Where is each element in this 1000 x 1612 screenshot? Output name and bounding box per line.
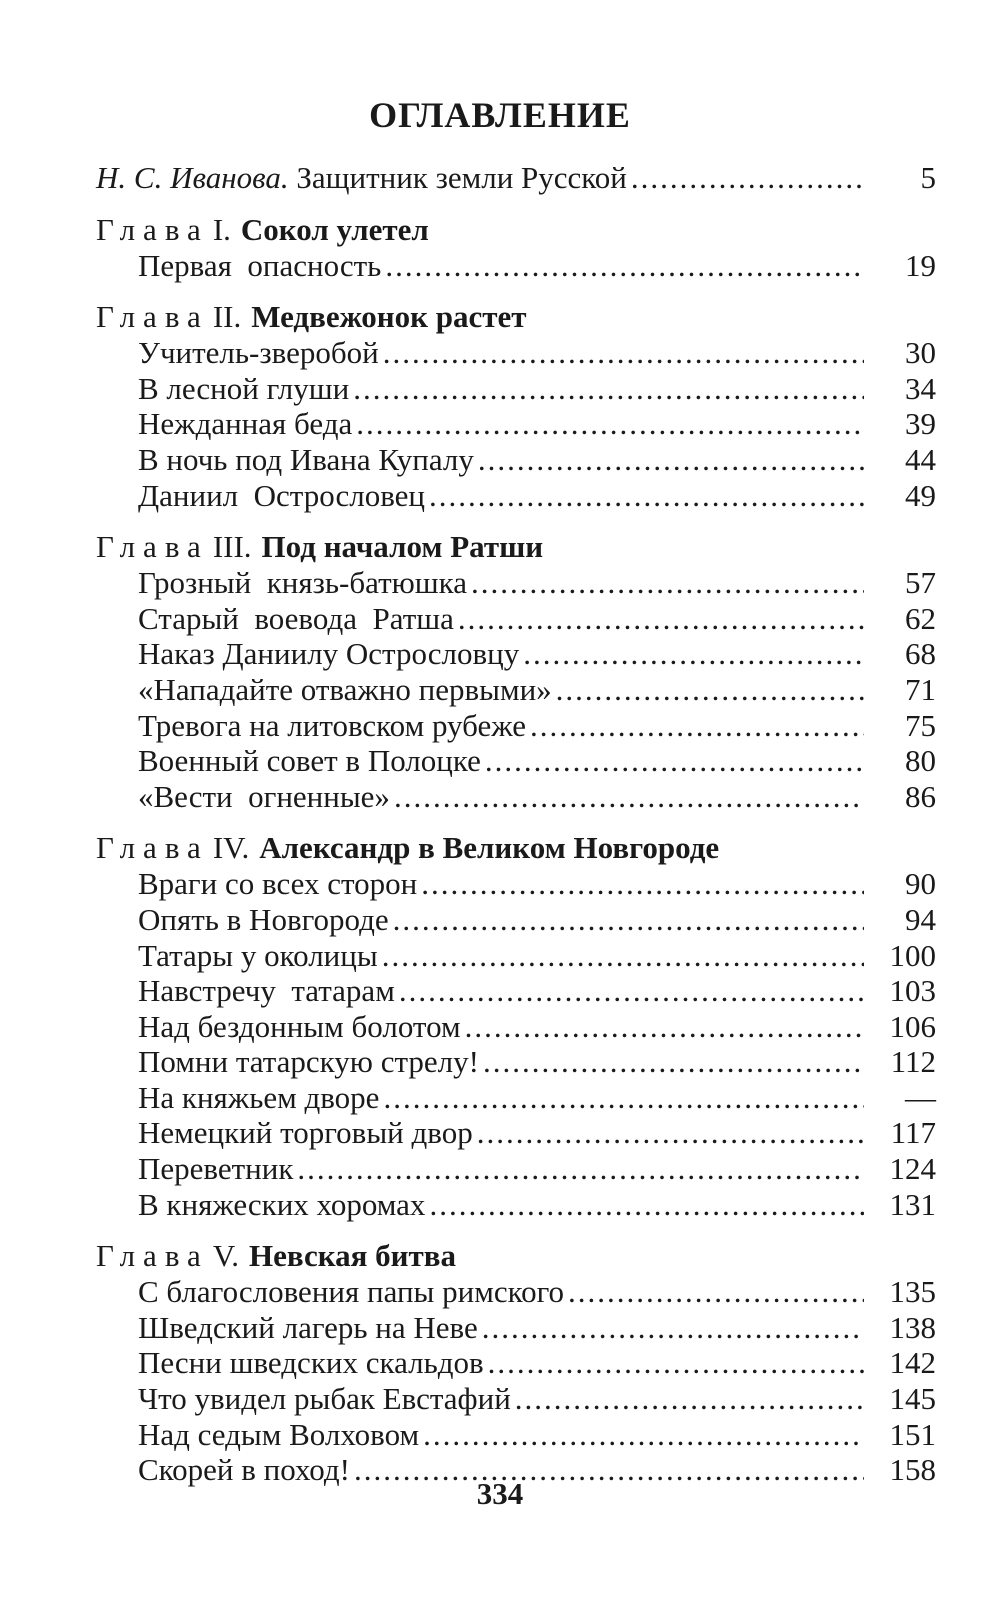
dot-leader [477,1115,864,1151]
toc-entry-title: В лесной глуши [138,370,350,406]
chapter-name: Сокол улетел [240,211,429,247]
table-of-contents [96,160,936,1488]
toc-entry [96,335,936,371]
toc-entry-title: Песни шведских скальдов [138,1345,484,1381]
toc-entry [96,601,936,637]
toc-entry-page: 117 [890,1115,936,1151]
toc-entry-title: Что увидел рыбак Евстафий [138,1381,511,1417]
toc-entry-title: Над бездонным болотом [138,1008,461,1044]
toc-entry-page: 68 [905,636,936,672]
chapter-name: Александр в Великом Новгороде [259,830,720,866]
toc-entry-page: 71 [905,671,936,707]
dot-leader [394,779,864,815]
toc-entry [96,779,936,815]
toc-entry-page: 135 [889,1274,936,1310]
dot-leader [515,1381,864,1417]
toc-entry-page: 30 [905,335,936,371]
toc-entry [96,1151,936,1187]
toc-entry [96,478,936,514]
toc-entry-page: 145 [889,1381,936,1417]
dot-leader [478,442,864,478]
toc-entry [96,672,936,708]
chapter-heading [96,212,936,248]
toc-entry-page: 19 [905,247,936,283]
dot-leader [297,1151,864,1187]
toc-entry-title: На княжьем дворе [138,1079,380,1115]
toc-entry-page: 34 [905,370,936,406]
toc-entry [96,866,936,902]
toc-entry-title: Над седым Волховом [138,1416,420,1452]
chapter-name: Невская битва [248,1238,456,1274]
toc-entry [96,636,936,672]
toc-entry-page: 90 [905,866,936,902]
toc-intro-entry [96,160,936,196]
toc-entry-title: Грозный князь-батюшка [138,565,467,601]
toc-entry-page: 131 [889,1186,936,1222]
toc-entry-page: 124 [889,1151,936,1187]
dot-leader [356,406,864,442]
dot-leader [458,601,864,637]
chapter-name: Медвежонок растет [251,299,527,335]
toc-entry-title: «Нападайте отважно первыми» [138,671,552,707]
toc-entry-page: 80 [905,743,936,779]
chapter-heading [96,299,936,335]
page-title: ОГЛАВЛЕНИЕ [369,95,631,135]
chapter-label: Глава [96,211,209,247]
toc-entry [96,406,936,442]
toc-entry-page: 39 [905,406,936,442]
intro-title: Защитник земли Русской [296,160,627,195]
toc-entry-page: 106 [889,1008,936,1044]
dot-leader [465,1009,864,1045]
toc-entry [96,902,936,938]
toc-entry-page: 86 [905,778,936,814]
toc-entry-page: 62 [905,600,936,636]
intro-author: Н. С. Иванова. [96,160,289,195]
toc-entry [96,1310,936,1346]
toc-entry-title: Немецкий торговый двор [138,1115,473,1151]
toc-entry [96,1009,936,1045]
toc-entry [96,973,936,1009]
dot-leader [383,1080,864,1116]
chapter-name: Под началом Ратши [261,529,544,565]
dot-leader [523,636,864,672]
toc-entry-page: 57 [905,565,936,601]
toc-entry [96,1417,936,1453]
toc-entry-page: 103 [889,973,936,1009]
toc-entry [96,1044,936,1080]
toc-entry-title: Враги со всех сторон [138,866,418,902]
dot-leader [399,973,864,1009]
dot-leader [568,1274,864,1310]
dot-leader [488,1345,864,1381]
chapter-heading [96,1238,936,1274]
dot-leader [421,866,864,902]
toc-entry-title: Военный совет в Полоцке [138,743,481,779]
toc-entry-title: Переветник [138,1151,294,1187]
dot-leader [482,1310,864,1346]
toc-entry-title: Помни татарскую стрелу! [138,1044,479,1080]
toc-entry-title: Татары у околицы [138,937,378,973]
toc-entry-page: 44 [905,441,936,477]
intro-page: 5 [920,160,936,195]
toc-entry-title: Шведский лагерь на Неве [138,1309,478,1345]
dot-leader [385,248,864,284]
toc-entry [96,1080,936,1116]
chapter-label: Глава [96,830,209,866]
toc-entry [96,248,936,284]
page-number: 334 [476,1476,524,1511]
dot-leader [631,160,864,196]
toc-entry [96,743,936,779]
toc-entry-title: Опять в Новгороде [138,901,389,937]
toc-entry-page: — [905,1079,936,1115]
toc-entry-page: 75 [905,707,936,743]
toc-entry-page: 138 [889,1309,936,1345]
dot-leader [556,672,864,708]
toc-entry [96,1115,936,1151]
chapter-number: IV. [212,830,250,866]
toc-entry-title: Навстречу татарам [138,973,395,1009]
dot-leader [353,371,864,407]
dot-leader [423,1417,864,1453]
chapter-label: Глава [96,529,209,565]
toc-entry-page: 142 [889,1345,936,1381]
toc-entry-title: Даниил Острословец [138,477,426,513]
toc-entry-title: В княжеских хоромах [138,1186,426,1222]
chapters-list [96,212,936,1488]
toc-entry-title: Нежданная беда [138,406,353,442]
toc-entry-page: 49 [905,477,936,513]
dot-leader [530,708,864,744]
toc-entry-title: В ночь под Ивана Купалу [138,441,474,477]
toc-entry-title: Скорей в поход! [138,1452,350,1488]
toc-entry-title: Наказ Даниилу Острословцу [138,636,520,672]
chapter-heading [96,529,936,565]
chapter-number: I. [212,211,231,247]
chapter-number: V. [212,1238,239,1274]
toc-entry-title: «Вести огненные» [138,778,390,814]
toc-entry-page: 158 [889,1452,936,1488]
dot-leader [429,1187,864,1223]
toc-entry [96,442,936,478]
toc-entry [96,371,936,407]
dot-leader [383,335,864,371]
dot-leader [485,743,864,779]
toc-entry [96,1187,936,1223]
toc-entry-title: Учитель-зверобой [138,335,379,371]
chapter-number: III. [212,529,252,565]
dot-leader [382,938,864,974]
toc-entry-title: Тревога на литовском рубеже [138,707,527,743]
toc-entry [96,1274,936,1310]
dot-leader [429,478,864,514]
chapter-label: Глава [96,299,209,335]
toc-entry [96,708,936,744]
toc-entry [96,1381,936,1417]
toc-entry-page: 94 [905,901,936,937]
dot-leader [393,902,864,938]
chapter-label: Глава [96,1238,209,1274]
toc-entry [96,565,936,601]
chapter-heading [96,830,936,866]
toc-entry-title: Старый воевода Ратша [138,600,454,636]
dot-leader [483,1044,864,1080]
toc-entry-title: Первая опасность [138,247,382,283]
toc-entry-text [96,160,627,196]
toc-entry-page: 100 [889,937,936,973]
toc-entry [96,1345,936,1381]
toc-entry-page: 112 [890,1044,936,1080]
toc-entry [96,938,936,974]
chapter-number: II. [212,299,242,335]
toc-entry-page: 151 [889,1416,936,1452]
toc-entry-title: С благословения папы римского [138,1274,565,1310]
dot-leader [471,565,864,601]
